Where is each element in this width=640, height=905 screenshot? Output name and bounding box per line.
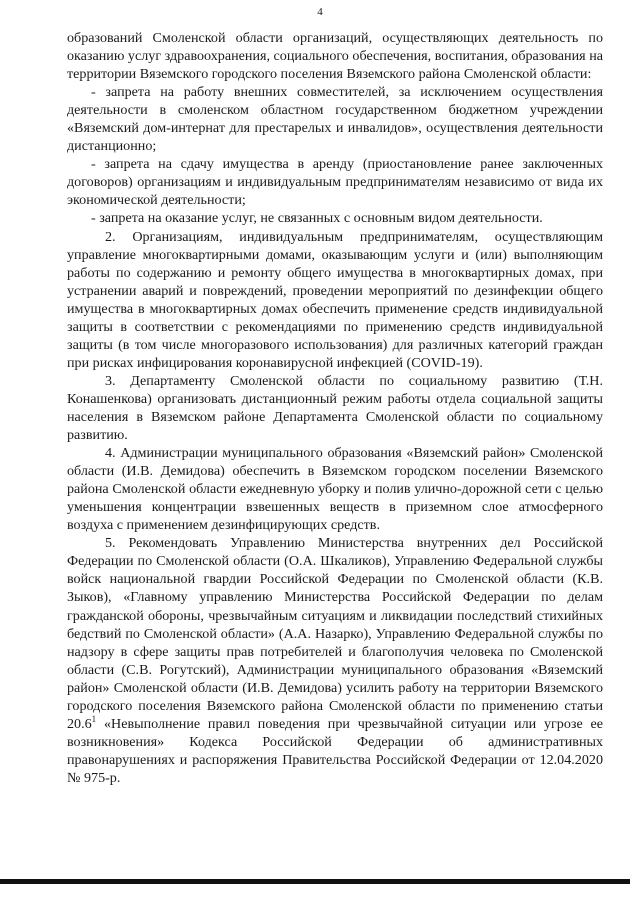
paragraph-item-2: 2. Организациям, индивидуальным предпринимателям, осуществляющим управление многоквартирными домами, оказывающим услуги и (или) выполняющим работы по содержанию и ремонту общего имущества в многоквартирных домах, при устранении аварий и повреждений, проведении мероприятий по дезинфекции общего имущества в многоквартирных домах обеспечить применение средств индивидуальной защиты в соответствии с рекомендациями по применению средств индивидуальной защиты (в том числе многоразового использования) для различных категорий граждан при рисках инфицирования коронавирусной инфекцией (COVID-19).	[67, 228, 603, 371]
page-number: 4	[317, 6, 323, 18]
paragraph-ban-external-part-time: - запрета на работу внешних совместителей, за исключением осуществления деятельности в смоленском областном государственном бюджетном учреждении «Вяземский дом-интернат для престарелых и инвалидов», осуществления деятельности дистанционно;	[67, 84, 603, 155]
paragraph-item-3: 3. Департаменту Смоленской области по социальному развитию (Т.Н. Конашенкова) организовать дистанционный режим работы отдела социальной защиты населения в Вяземском районе Департамента Смоленской области по социальному развитию.	[67, 372, 603, 444]
paragraph-ban-unrelated-services: - запрета на оказание услуг, не связанных с основным видом деятельности.	[91, 210, 543, 227]
article-superscript: 1	[91, 713, 97, 724]
paragraph-item-5-tail: «Невыполнение правил поведения при чрезвычайной ситуации или угрозе ее возникновения» Кодекса Российской Федерации об административных правонарушениях и распоряжения Правительства Российской Федерации от 12.04.2020 № 975-р.	[67, 715, 603, 786]
document-body	[67, 29, 603, 787]
paragraph-item-4: 4. Администрации муниципального образования «Вяземский район» Смоленской области (И.В. Демидова) обеспечить в Вяземском городском поселении Вяземского района Смоленской области ежедневную уборку и полив улично-дорожной сети с целью уменьшения концентрации взвешенных веществ в приземном слое атмосферного воздуха с применением дезинфицирующих средств.	[67, 445, 603, 534]
paragraph-ban-property-lease: - запрета на сдачу имущества в аренду (приостановление ранее заключенных договоров) организациям и индивидуальным предпринимателям независимо от вида их экономической деятельности;	[67, 156, 603, 209]
paragraph-item-5	[67, 534, 603, 787]
paragraph-1-continuation: образований Смоленской области организаций, осуществляющих деятельность по оказанию услуг здравоохранения, социального обеспечения, воспитания, образования на территории Вяземского городского поселения Вяземского района Смоленской области:	[67, 30, 603, 83]
paragraph-item-5-text: 5. Рекомендовать Управлению Министерства внутренних дел Российской Федерации по Смоленской области (О.А. Шкаликов), Управлению Федеральной службы войск национальной гвардии Российской Федерации по Смоленской области (К.В. Зыков), «Главному управлению Министерства Российской Федерации по делам гражданской обороны, чрезвычайным ситуациям и ликвидации последствий стихийных бедствий по Смоленской области» (А.А. Назарко), Управлению Федеральной службы по надзору в сфере защиты прав потребителей и благополучия человека по Смоленской области (С.В. Рогутский), Администрации муниципального образования «Вяземский район» Смоленской области (И.В. Демидова) усилить работу на территории Вяземского городского поселения Вяземского района Смоленской области по применению статьи 20.6	[67, 535, 603, 732]
bottom-rule	[0, 879, 630, 884]
